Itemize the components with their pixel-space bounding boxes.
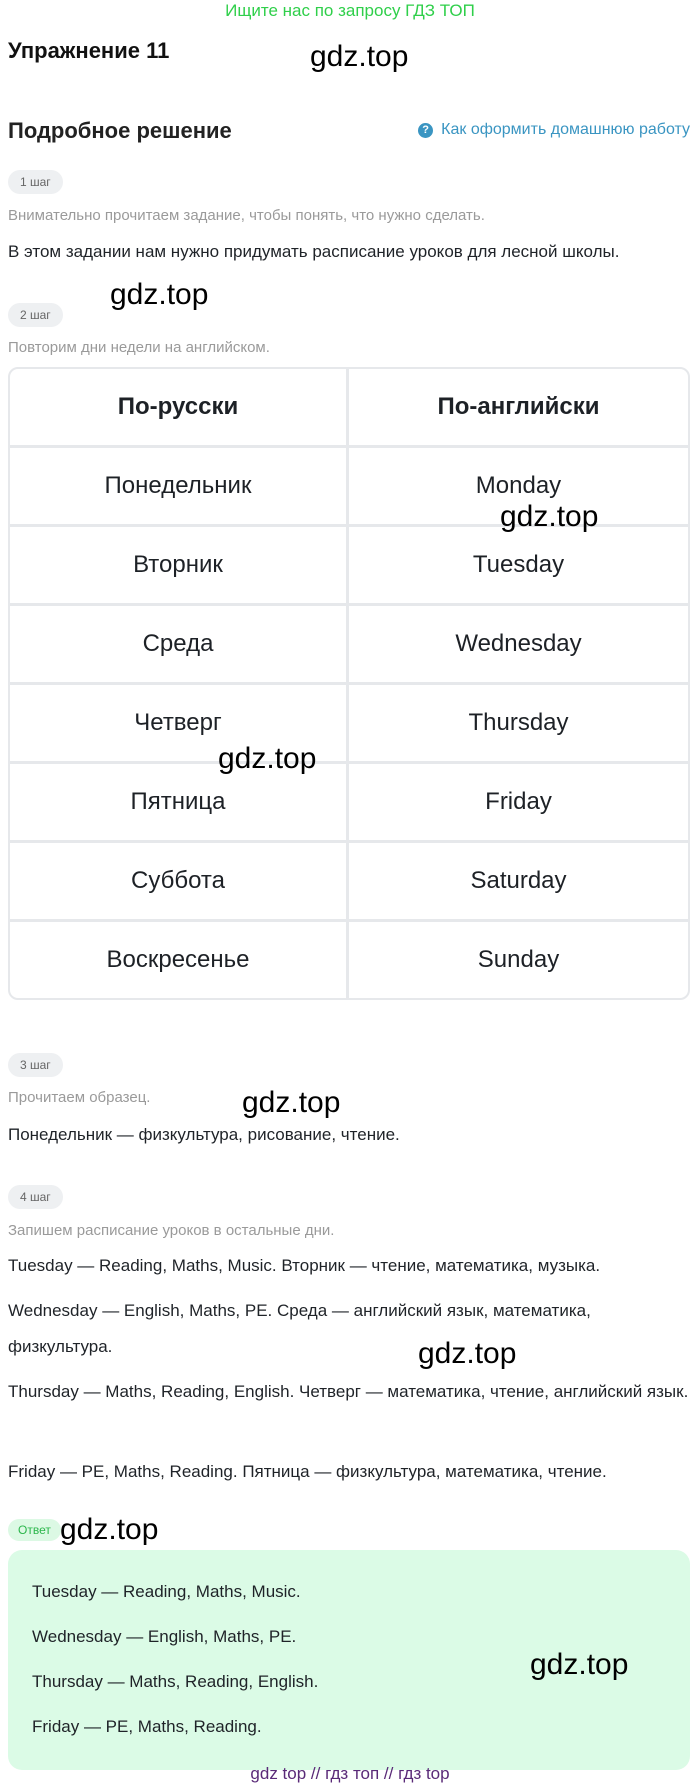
table-row [10,527,688,606]
answer-line: Tuesday — Reading, Maths, Music. [32,1582,301,1601]
table-cell: Wednesday [349,606,688,685]
table-row [10,843,688,922]
table-row [10,922,688,998]
table-header: По-английски [349,369,688,448]
table-cell: Sunday [477,946,560,973]
step-hint: Прочитаем образец. [8,1089,151,1106]
table-cell: Friday [349,764,688,843]
table-cell: Вторник [10,527,349,606]
watermark: gdz.top [218,742,317,775]
table-cell: Воскресенье [10,922,349,998]
step-text: Friday — PE, Maths, Reading. Пятница — физкультура, математика, чтение. [8,1462,607,1481]
watermark: gdz.top [242,1086,341,1119]
table-cell: Thursday [349,685,688,764]
table-cell: Четверг [10,685,349,764]
table-cell: Понедельник [10,448,349,527]
table-cell: Среда [10,606,349,685]
step-text: В этом задании нам нужно придумать расписание уроков для лесной школы. [8,242,620,261]
step-text: Понедельник — физкультура, рисование, чтение. [8,1125,400,1144]
step-hint: Запишем расписание уроков в остальные дни. [8,1222,335,1239]
step-hint: Повторим дни недели на английском. [8,339,270,356]
watermark: gdz.top [110,278,209,311]
question-icon: ? [418,123,433,138]
exercise-title: Упражнение 11 [8,38,170,63]
table-cell: Суббота [10,843,349,922]
step-badge: 4 шаг [8,1185,63,1209]
answer-line: Wednesday — English, Maths, PE. [32,1627,297,1646]
table-cell: Tuesday [349,527,688,606]
table-header-row [10,369,688,448]
step-text: Thursday — Maths, Reading, English. Четверг — математика, чтение, английский язык. [8,1382,689,1401]
weekdays-table [8,367,690,1000]
table-cell: Saturday [349,843,688,922]
table-row [10,606,688,685]
step-hint: Внимательно прочитаем задание, чтобы понять, что нужно сделать. [8,207,485,224]
table-cell: Пятница [10,764,349,843]
howto-link[interactable] [418,121,690,139]
watermark: gdz.top [500,500,599,533]
table-cell: Monday [349,448,688,527]
table-row [10,685,688,764]
footer-links[interactable]: gdz top // гдз топ // гдз top [250,1764,450,1783]
answer-line: Friday — PE, Maths, Reading. [32,1717,262,1736]
watermark: gdz.top [530,1648,629,1681]
step-text: Wednesday — English, Maths, PE. Среда — английский язык, математика, физкультура. [8,1301,591,1356]
watermark: gdz.top [60,1513,159,1546]
step-badge: 3 шаг [8,1053,63,1077]
watermark: gdz.top [310,40,409,73]
step-badge: 2 шаг [8,303,63,327]
table-header: По-русски [10,369,349,448]
answer-badge: Ответ [8,1519,61,1541]
solution-title: Подробное решение [8,118,232,143]
step-text: Tuesday — Reading, Maths, Music. Вторник — чтение, математика, музыка. [8,1256,601,1275]
answer-line: Thursday — Maths, Reading, English. [32,1672,319,1691]
table-row [10,764,688,843]
howto-link-label: Как оформить домашнюю работу [441,121,690,138]
top-banner[interactable]: Ищите нас по запросу ГДЗ ТОП [225,1,475,20]
step-badge: 1 шаг [8,170,63,194]
watermark: gdz.top [418,1337,517,1370]
